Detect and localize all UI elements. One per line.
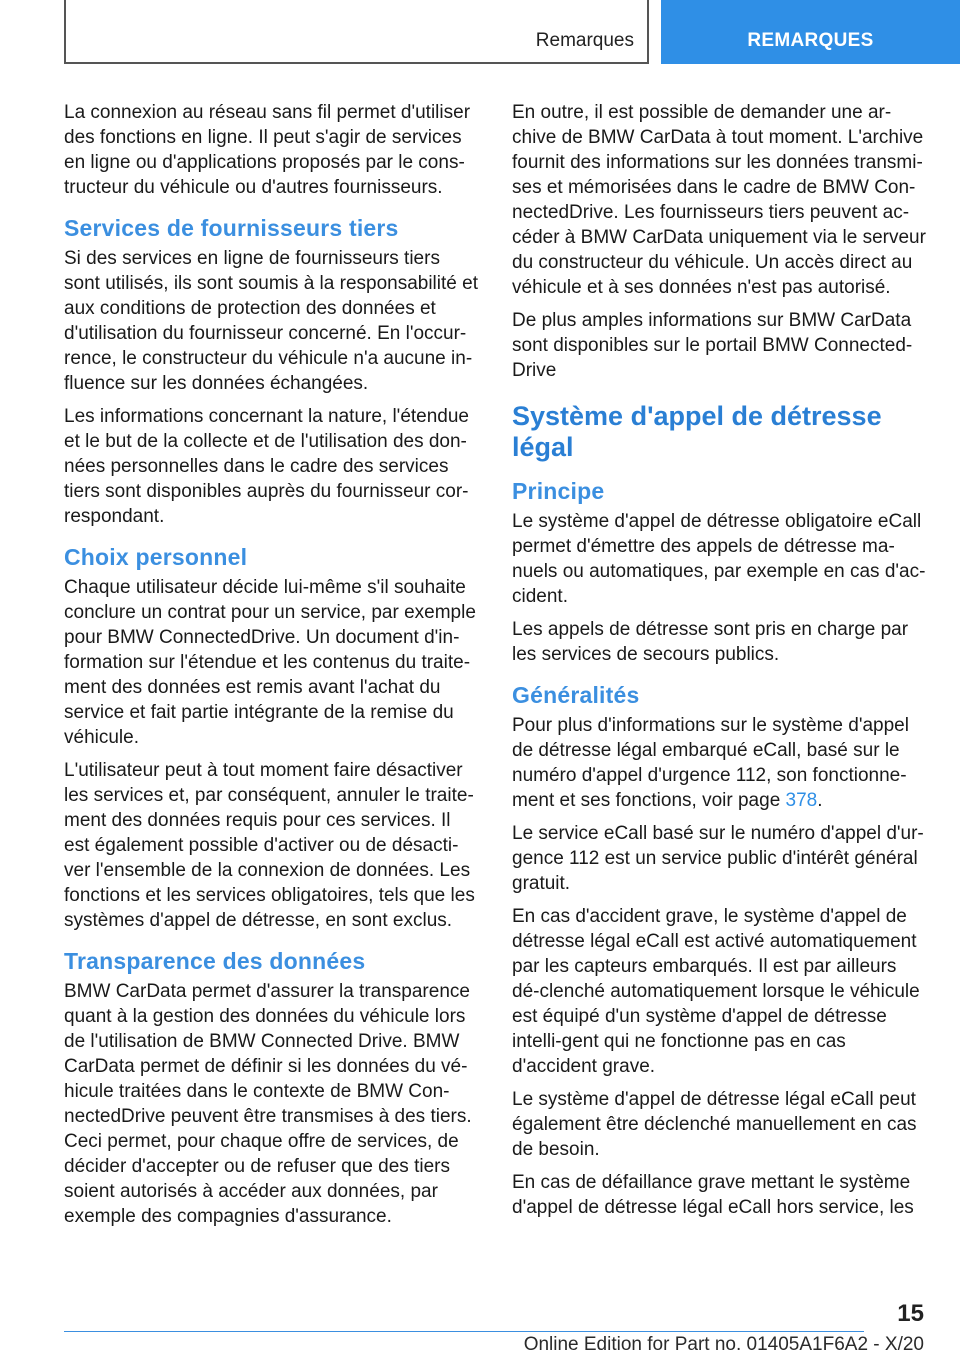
paragraph-text: .: [817, 790, 823, 811]
left-column: [64, 100, 478, 1237]
section-heading: Généralités: [512, 682, 640, 708]
chapter-heading: Système d'appel de détresse légal: [512, 401, 882, 462]
paragraph: Les appels de détresse sont pris en charge par les services de secours publics.: [512, 619, 909, 665]
paragraph: De plus amples informations sur BMW CarData sont disponibles sur le portail BMW Connected-Drive: [512, 310, 913, 381]
paragraph: Le système d'appel de détresse légal eCall peut également être déclenché manuellement en cas de besoin.: [512, 1089, 917, 1160]
paragraph: BMW CarData permet d'assurer la transparence quant à la gestion des données du véhicule lors de l'utilisation de BMW Connected Drive. BMW CarData permet de définir si les données du vé-hicule traitées dans le contexte de BMW Con-nectedDrive peuvent être transmises à des tiers. Ceci permet, pour chaque offre de services, de décider d'accepter ou de refuser que des tiers soient autorisés à accéder aux données, par exemple des compagnies d'assurance.: [64, 981, 472, 1227]
header-chapter-label: REMARQUES: [747, 30, 874, 51]
paragraph: En cas d'accident grave, le système d'appel de détresse légal eCall est activé automatiquement par les capteurs embarqués. Il est par ailleurs dé-clenché automatiquement lorsque le véhicule est équipé d'un système d'appel de détresse intelli-gent qui ne fonctionne pas en cas d'accident grave.: [512, 906, 920, 1077]
paragraph: Chaque utilisateur décide lui-même s'il souhaite conclure un contrat pour un service, par exemple pour BMW ConnectedDrive. Un document d'in-formation sur l'étendue et les contenus du traite-ment des données est remis avant l'achat du service et fait partie intégrante de la remise du véhicule.: [64, 577, 476, 748]
header-section-title: Remarques: [535, 30, 634, 51]
paragraph: La connexion au réseau sans fil permet d'utiliser des fonctions en ligne. Il peut s'agir de services en ligne ou d'applications proposés par le cons-tructeur du véhicule ou d'autres fournisseurs.: [64, 102, 471, 198]
section-heading: Services de fournisseurs tiers: [64, 215, 399, 241]
paragraph: Les informations concernant la nature, l'étendue et le but de la collecte et de l'utilisation des don-nées personnelles dans le cadre des services tiers sont disponibles auprès du fournisseur cor-respondant.: [64, 406, 469, 527]
paragraph: L'utilisateur peut à tout moment faire désactiver les services et, par conséquent, annuler le traite-ment des données requis pour ces services. Il est également possible d'activer ou de désacti-ver l'ensemble de la connexion de données. Les fonctions et les services obligatoires, tels que les systèmes d'appel de détresse, en sont exclus.: [64, 760, 475, 931]
paragraph-text: Pour plus d'informations sur le système d'appel de détresse légal embarqué eCall, basé sur le numéro d'appel d'urgence 112, son fonctionne-ment et ses fonctions, voir page: [512, 715, 909, 811]
paragraph: Le système d'appel de détresse obligatoire eCall permet d'émettre des appels de détresse ma-nuels ou automatiques, par exemple en cas d'ac-cident.: [512, 511, 926, 607]
header-chapter-tab[interactable]: [661, 0, 960, 64]
right-column: [512, 100, 926, 1228]
paragraph: Le service eCall basé sur le numéro d'appel d'ur-gence 112 est un service public d'intérêt général gratuit.: [512, 823, 924, 894]
paragraph: En cas de défaillance grave mettant le système d'appel de détresse légal eCall hors service, les: [512, 1172, 914, 1218]
section-heading: Principe: [512, 478, 605, 504]
section-heading: Choix personnel: [64, 544, 248, 570]
footer-divider: [64, 1331, 864, 1332]
page-number: 15: [897, 1300, 924, 1327]
paragraph: Si des services en ligne de fournisseurs tiers sont utilisés, ils sont soumis à la responsabilité et aux conditions de protection des données et d'utilisation du fournisseur concerné. En l'occur-rence, le constructeur du véhicule n'a aucune in-fluence sur les données échangées.: [64, 248, 478, 394]
paragraph: En outre, il est possible de demander une ar-chive de BMW CarData à tout moment. L'archive fournit des informations sur les données transmi-ses et mémorisées dans le cadre de BMW Con-nectedDrive. Les fournisseurs tiers peuvent ac-céder à BMW CarData uniquement via le serveur du constructeur du véhicule. Un accès direct au véhicule et à ses données n'est pas autorisé.: [512, 102, 926, 298]
footer-edition: Online Edition for Part no. 01405A1F6A2 - X/20: [523, 1334, 924, 1355]
page-reference-link[interactable]: 378: [785, 790, 818, 811]
section-heading: Transparence des données: [64, 948, 366, 974]
paragraph: [512, 713, 926, 813]
